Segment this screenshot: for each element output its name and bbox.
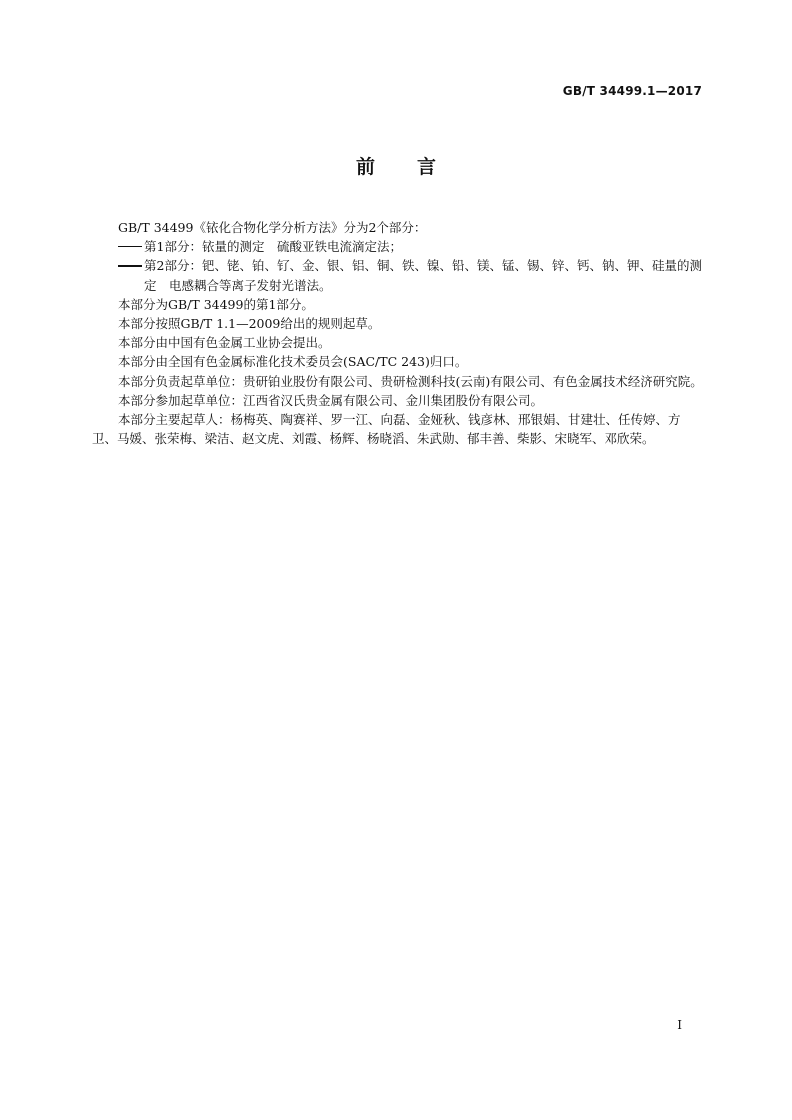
foreword-body bbox=[92, 218, 704, 448]
drafting-rules-paragraph: 本部分按照GB/T 1.1—2009给出的规则起草。 bbox=[118, 316, 381, 332]
intro-paragraph: GB/T 34499《铱化合物化学分析方法》分为2个部分： bbox=[118, 220, 427, 235]
proposer-paragraph: 本部分由中国有色金属工业协会提出。 bbox=[118, 335, 331, 351]
committee-paragraph: 本部分由全国有色金属标准化技术委员会(SAC/TC 243)归口。 bbox=[118, 354, 468, 370]
page-title: 前言 bbox=[355, 156, 478, 178]
drafters-paragraph: 本部分主要起草人：杨梅英、陶赛祥、罗一江、向磊、金娅秋、钱彦林、邢银娟、甘建壮、任传婷、方卫、马媛、张荣梅、梁洁、赵文虎、刘霞、杨辉、杨晓滔、朱武勋、郁丰善、柴影、宋晓军、邓欣荣。 bbox=[92, 412, 681, 447]
participating-units-paragraph: 本部分参加起草单位：江西省汉氏贵金属有限公司、金川集团股份有限公司。 bbox=[118, 392, 544, 408]
standard-number: GB/T 34499.1—2017 bbox=[562, 84, 702, 98]
responsible-units-paragraph: 本部分负责起草单位：贵研铂业股份有限公司、贵研检测科技(云南)有限公司、有色金属技术经济研究院。 bbox=[118, 373, 703, 389]
part-list-item-1 bbox=[92, 237, 704, 256]
em-dash-icon bbox=[118, 256, 144, 275]
part-list-item-2 bbox=[92, 256, 704, 294]
part-list-item-2-text: 第2部分：钯、铑、铂、钌、金、银、铝、铜、铁、镍、铅、镁、锰、锡、锌、钙、钠、钾、硅量的测定 电感耦合等离子发射光谱法。 bbox=[144, 258, 702, 293]
em-dash-icon bbox=[118, 237, 144, 256]
page-number: I bbox=[677, 1018, 682, 1032]
part-statement-paragraph: 本部分为GB/T 34499的第1部分。 bbox=[118, 296, 314, 312]
part-list-item-1-text: 第1部分：铱量的测定 硫酸亚铁电流滴定法； bbox=[144, 239, 402, 255]
